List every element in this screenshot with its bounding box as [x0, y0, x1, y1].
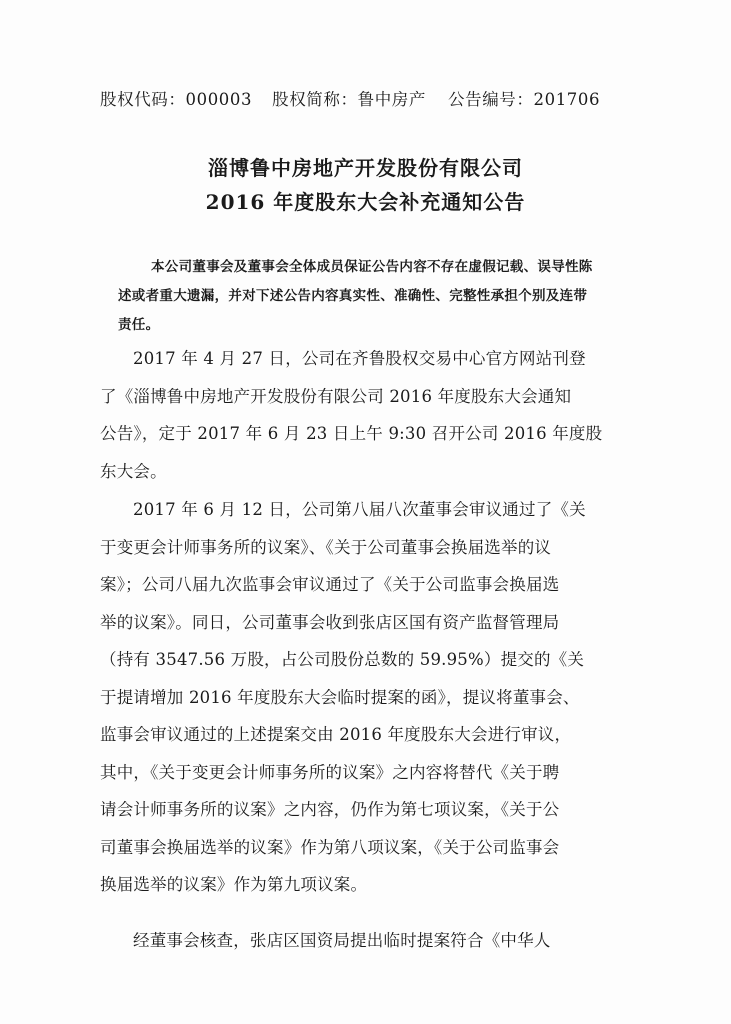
- text-line: 东大会。: [100, 461, 167, 481]
- stock-code: 股权代码：000003: [100, 90, 253, 109]
- text-line: 于提请增加 2016 年度股东大会临时提案的函》，提议将董事会、: [100, 687, 580, 707]
- text-line: 2017 年 4 月 27 日，公司在齐鲁股权交易中心官方网站刊登: [133, 349, 586, 368]
- document-title-company: 淄博鲁中房地产开发股份有限公司: [208, 156, 523, 180]
- text-line: 公告》，定于 2017 年 6 月 23 日上午 9:30 召开公司 2016 年度股: [100, 424, 603, 443]
- text-line: 经董事会核查，张店区国资局提出临时提案符合《中华人: [133, 931, 551, 950]
- paragraph-notice-publication: [100, 340, 630, 490]
- text-line: （持有 3547.56 万股，占公司股份总数的 59.95%）提交的《关: [100, 650, 585, 669]
- document-title-notice: 2016 年度股东大会补充通知公告: [205, 190, 526, 214]
- text-line: 2017 年 6 月 12 日，公司第八届八次董事会审议通过了《关: [133, 500, 586, 519]
- text-line: 于变更会计师事务所的议案》、《关于公司董事会换届选举的议: [100, 537, 552, 557]
- board-disclaimer: [118, 253, 618, 340]
- stock-info-header: [100, 86, 660, 110]
- text-line: 请会计师事务所的议案》之内容，仍作为第七项议案，《关于公: [100, 800, 560, 819]
- stock-name: 股权简称：鲁中房产: [272, 90, 426, 109]
- text-line: 换届选举的议案》作为第九项议案。: [100, 875, 368, 894]
- text-line: 举的议案》。同日，公司董事会收到张店区国有资产监督管理局: [100, 612, 560, 632]
- text-line: 案》；公司八届九次监事会审议通过了《关于公司监事会换届选: [100, 575, 560, 594]
- text-line: 监事会审议通过的上述提案交由 2016 年度股东大会进行审议，: [100, 725, 572, 744]
- disclaimer-line: 述或者重大遗漏，并对下述公告内容真实性、准确性、完整性承担个别及连带: [118, 288, 588, 304]
- disclaimer-line: 责任。: [118, 317, 160, 333]
- text-line: 司董事会换届选举的议案》作为第八项议案，《关于公司监事会: [100, 837, 560, 857]
- text-line: 了《淄博鲁中房地产开发股份有限公司 2016 年度股东大会通知: [100, 386, 572, 406]
- text-line: 其中，《关于变更会计师事务所的议案》之内容将替代《关于聘: [100, 762, 560, 782]
- paragraph-review: [100, 922, 630, 960]
- notice-number: 公告编号：201706: [448, 90, 601, 109]
- paragraph-board-resolution: [100, 491, 630, 904]
- disclaimer-line: 本公司董事会及董事会全体成员保证公告内容不存在虚假记载、误导性陈: [151, 259, 593, 275]
